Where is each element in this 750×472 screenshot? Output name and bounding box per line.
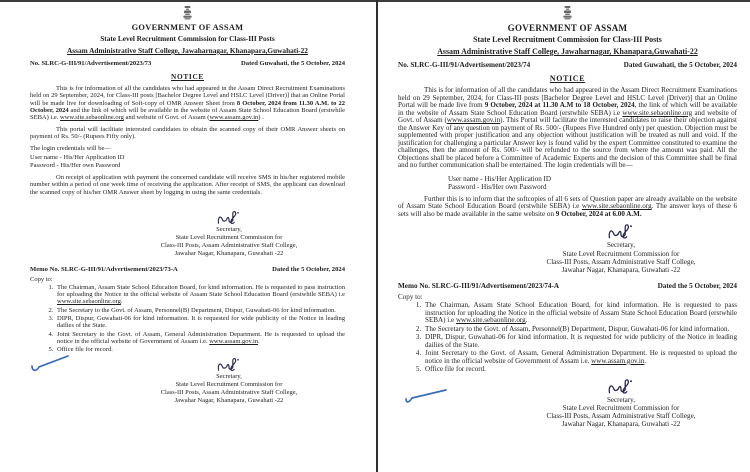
username-line: User name - His/Her Application ID: [448, 175, 552, 184]
blue-checkmark-icon: [30, 353, 72, 373]
page-title: GOVERNMENT OF ASSAM: [131, 23, 244, 32]
sig-line4: Jawahar Nagar, Khanapara, Guwahati -22: [561, 420, 681, 429]
link-url[interactable]: www.site.sebaonline.org: [57, 298, 121, 306]
link-url[interactable]: www.assam.gov.in: [209, 114, 259, 122]
link-url[interactable]: www.assam.gov.in: [446, 116, 501, 125]
copy-item-chairman: 1. The Chairman, Assam State School Education Board, for kind information. He is requested to pass instruction for uploading the Notice in the official website of Assam State School Education Board (erstwhile SEBA) i.e www.site.sebaonline.org.: [423, 302, 737, 325]
login-credentials: [30, 145, 345, 169]
copy-item-secretary-personnel: 2. The Secretary to the Govt. of Assam, Personnel(B) Department, Dispur, Guwahati-06 for kind information.: [55, 307, 345, 314]
sig-line4: Jawahar Nagar, Khanapara, Guwahati -22: [561, 265, 681, 274]
sig-title: Secretary,: [216, 372, 242, 380]
signature-block: [505, 222, 737, 274]
ashoka-emblem-icon: [30, 6, 345, 20]
copy-item-dipr: 3. DIPR, Dispur, Guwahati-06 for kind information. It is requested for wide publicity of the Notice in leading dailies of the State.: [55, 315, 345, 330]
link-url[interactable]: www.site.sebaonline.org: [581, 202, 652, 211]
copy-item-office-file: 5. Office file for record.: [55, 346, 345, 353]
copy-item-joint-secretary: 4. Joint Secretary to the Govt. of Assam, General Administration Department. He is requested to upload the notice in the official website of Government of Assam i.e. www.assam.gov.in.: [55, 331, 345, 346]
paragraph-question-sets: Further this is to inform that the softcopies of all 6 sets of Question paper are already available on the website of Assam State School Education Board (erstwhile SEBA) i.e www.site.sebaonline.org. The answer keys of these 6 sets will also be made available in the same website on 9 October, 2024 at 6.00 A.M.: [398, 194, 737, 218]
copy-to-list: [398, 302, 737, 374]
memo-dated: Dated the 5 October, 2024: [657, 281, 737, 290]
notice-heading: NOTICE: [171, 72, 204, 81]
ashoka-emblem-icon: [398, 6, 737, 20]
college-address: Assam Administrative Staff College, Jawaharnagar, Khanapara,Guwahati-22: [67, 46, 308, 55]
password-line: Password - His/Her own Password: [30, 161, 121, 169]
credentials-label: The login credentials will be—: [30, 145, 111, 153]
paragraph-omr-payment: This portal will facilitate interested candidates to obtain the scanned copy of their OMR Answer sheets on payment of Rs. 50/- (Rupees Fifty only).: [30, 125, 345, 141]
sig-title: Secretary,: [216, 225, 242, 233]
blue-checkmark-icon: [404, 385, 450, 405]
dated-line: Dated Guwahati, the 5 October, 2024: [241, 60, 345, 67]
memo-dated: Dated the 5 October, 2024: [272, 265, 345, 273]
copy-item-dipr: 3. DIPR, Dispur, Guwahati-06 for kind information. It is requested for wide publicity of the Notice in leading dailies of the State.: [423, 334, 737, 349]
dated-line: Dated Guwahati, the 5 October, 2024: [623, 61, 737, 69]
signature-ink: [607, 377, 635, 398]
password-line: Password - His/Her own Password: [448, 183, 547, 192]
notice-heading: NOTICE: [549, 74, 586, 83]
notice-page-73: [0, 2, 376, 472]
sig-line3: Class-III Posts, Assam Administrative Staff College,: [546, 257, 696, 266]
memo-row: [398, 282, 737, 290]
sig-line2: State Level Recruitment Commission for: [175, 380, 283, 388]
sig-line2: State Level Recruitment Commission for: [562, 404, 680, 413]
copy-to-label: Copy to:: [398, 292, 423, 301]
username-line: User name - His/Her Application ID: [30, 153, 125, 161]
ref-number: No. SLRC-G-III/91/Advertisement/2023/73: [30, 60, 152, 67]
copy-to-label: Copy to:: [30, 275, 53, 283]
sig-line4: Jawahar Nagar, Khanapara, Guwahati -22: [174, 396, 284, 404]
link-url[interactable]: www.site.sebaonline.org: [59, 114, 124, 122]
signature-block: [113, 209, 345, 258]
sig-line2: State Level Recruitment Commission for: [562, 249, 680, 258]
copy-item-joint-secretary: 4. Joint Secretary to the Govt. of Assam, General Administration Department. He is requested to upload the notice in the official website of Government of Assam i.e. www.assam.gov.in.: [423, 350, 737, 365]
memo-number: Memo No. SLRC-G-III/91/Advertisement/2023/74-A: [398, 281, 560, 290]
sig-line2: State Level Recruitment Commission for: [175, 233, 283, 241]
login-credentials: [398, 175, 737, 192]
signature-block: [113, 356, 345, 405]
sig-line3: Class-III Posts, Assam Administrative Staff College,: [160, 388, 298, 396]
copy-item-chairman: 1. The Chairman, Assam State School Education Board, for kind information. He is requested to pass instruction for uploading the Notice in the official website of Assam State School Education Board (erstwhile SEBA) i.e www.site.sebaonline.org.: [55, 284, 345, 306]
sig-line3: Class-III Posts, Assam Administrative Staff College,: [160, 241, 298, 249]
notice-page-74: [378, 2, 750, 472]
ref-number: No. SLRC-G-III/91/Advertisement/2023/74: [398, 61, 531, 69]
reference-row: [398, 61, 737, 69]
memo-number: Memo No. SLRC-G-III/91/Advertisement/2023/73-A: [30, 265, 178, 273]
sig-line3: Class-III Posts, Assam Administrative Staff College,: [546, 412, 696, 421]
sig-line4: Jawahar Nagar, Khanapara, Guwahati -22: [174, 249, 284, 257]
paragraph-portal-live: This is for information of all the candidates who had appeared in the Assam Direct Recruitment Examinations held on 29 September, 2024, for Class-III posts [Bachelor Degree Level and HSLC Level (Driver)] that an Online Portal will be made live for downloading of Soft-copy of OMR Answer Sheet from 8 October, 2024 from 11.30 A.M. to 22 October, 2024 and the link of which will be available in the website of Assam State School Education Board (erstwhile SEBA) i.e. www.site.sebaonline.org and website of Govt. of Assam (www.assam.gov.in) .: [30, 85, 345, 122]
copy-item-secretary-personnel: 2. The Secretary to the Govt. of Assam, Personnel(B) Department, Dispur, Guwahati-06 for kind information.: [423, 326, 737, 334]
reference-row: [30, 60, 345, 67]
copy-to-list: [30, 284, 345, 354]
link-url[interactable]: www.assam.gov.in: [209, 338, 259, 346]
link-url[interactable]: www.site.sebaonline.org: [455, 316, 526, 325]
college-address: Assam Administrative Staff College, Jawaharnagar, Khanapara,Guwahati-22: [437, 47, 698, 56]
paragraph-sms: On receipt of application with payment the concerned candidate will receive SMS in his/her registered mobile number within a period of one week time of receiving the application. After receipt of SMS, the applicant can download the scanned copy of his/her OMR Answer sheet by logging in using the same credentials.: [30, 173, 345, 196]
memo-row: [30, 266, 345, 273]
page-title: GOVERNMENT OF ASSAM: [507, 23, 628, 33]
copy-item-office-file: 5. Office file for record.: [423, 366, 737, 374]
signature-block: [505, 377, 737, 429]
signature-ink: [607, 222, 635, 243]
sig-title: Secretary,: [606, 241, 636, 250]
paragraph-objection-portal: This is for information of all the candidates who had appeared in the Assam Direct Recruitment Examinations held on 29 September, 2024, for Class-III posts [Bachelor Degree Level and HSLC Level (Driver)] that an Online Portal will be made live from 9 October, 2024 at 11.30 A.M to 18 October, 2024, the link of which will be available in the website of Assam State School Education Board (erstwhile SEBA) i.e www.site.sebaonline.org and website of Govt. of Assam (www.assam.gov.in). This Portal will facilitate the interested candidates to raise their objection against the Answer Key of any question on payment of Rs. 500/- (Rupees Five Hundred only) per question. Objection must be supplemented with proper justification and any objection without justification will be treated as null and void. If the justification for challenging a particular Answer key is found valid by the expert Committee constituted to examine the challenges, then the amount of Rs. 500/- will be refunded to the source from where the amount was paid. All the Objections shall be placed before a Committee of Academic Experts and the decision of this Committee shall be final and no further communication shall be entertained. The login credentials will be—: [398, 86, 737, 170]
commission-title: State Level Recruitment Commission for Class-III Posts: [473, 35, 662, 44]
link-url[interactable]: www.assam.gov.in: [591, 356, 645, 365]
sig-title: Secretary,: [606, 395, 636, 404]
link-url[interactable]: www.site.sebaonline.org: [622, 108, 693, 117]
commission-title: State Level Recruitment Commission for Class-III Posts: [100, 34, 275, 43]
